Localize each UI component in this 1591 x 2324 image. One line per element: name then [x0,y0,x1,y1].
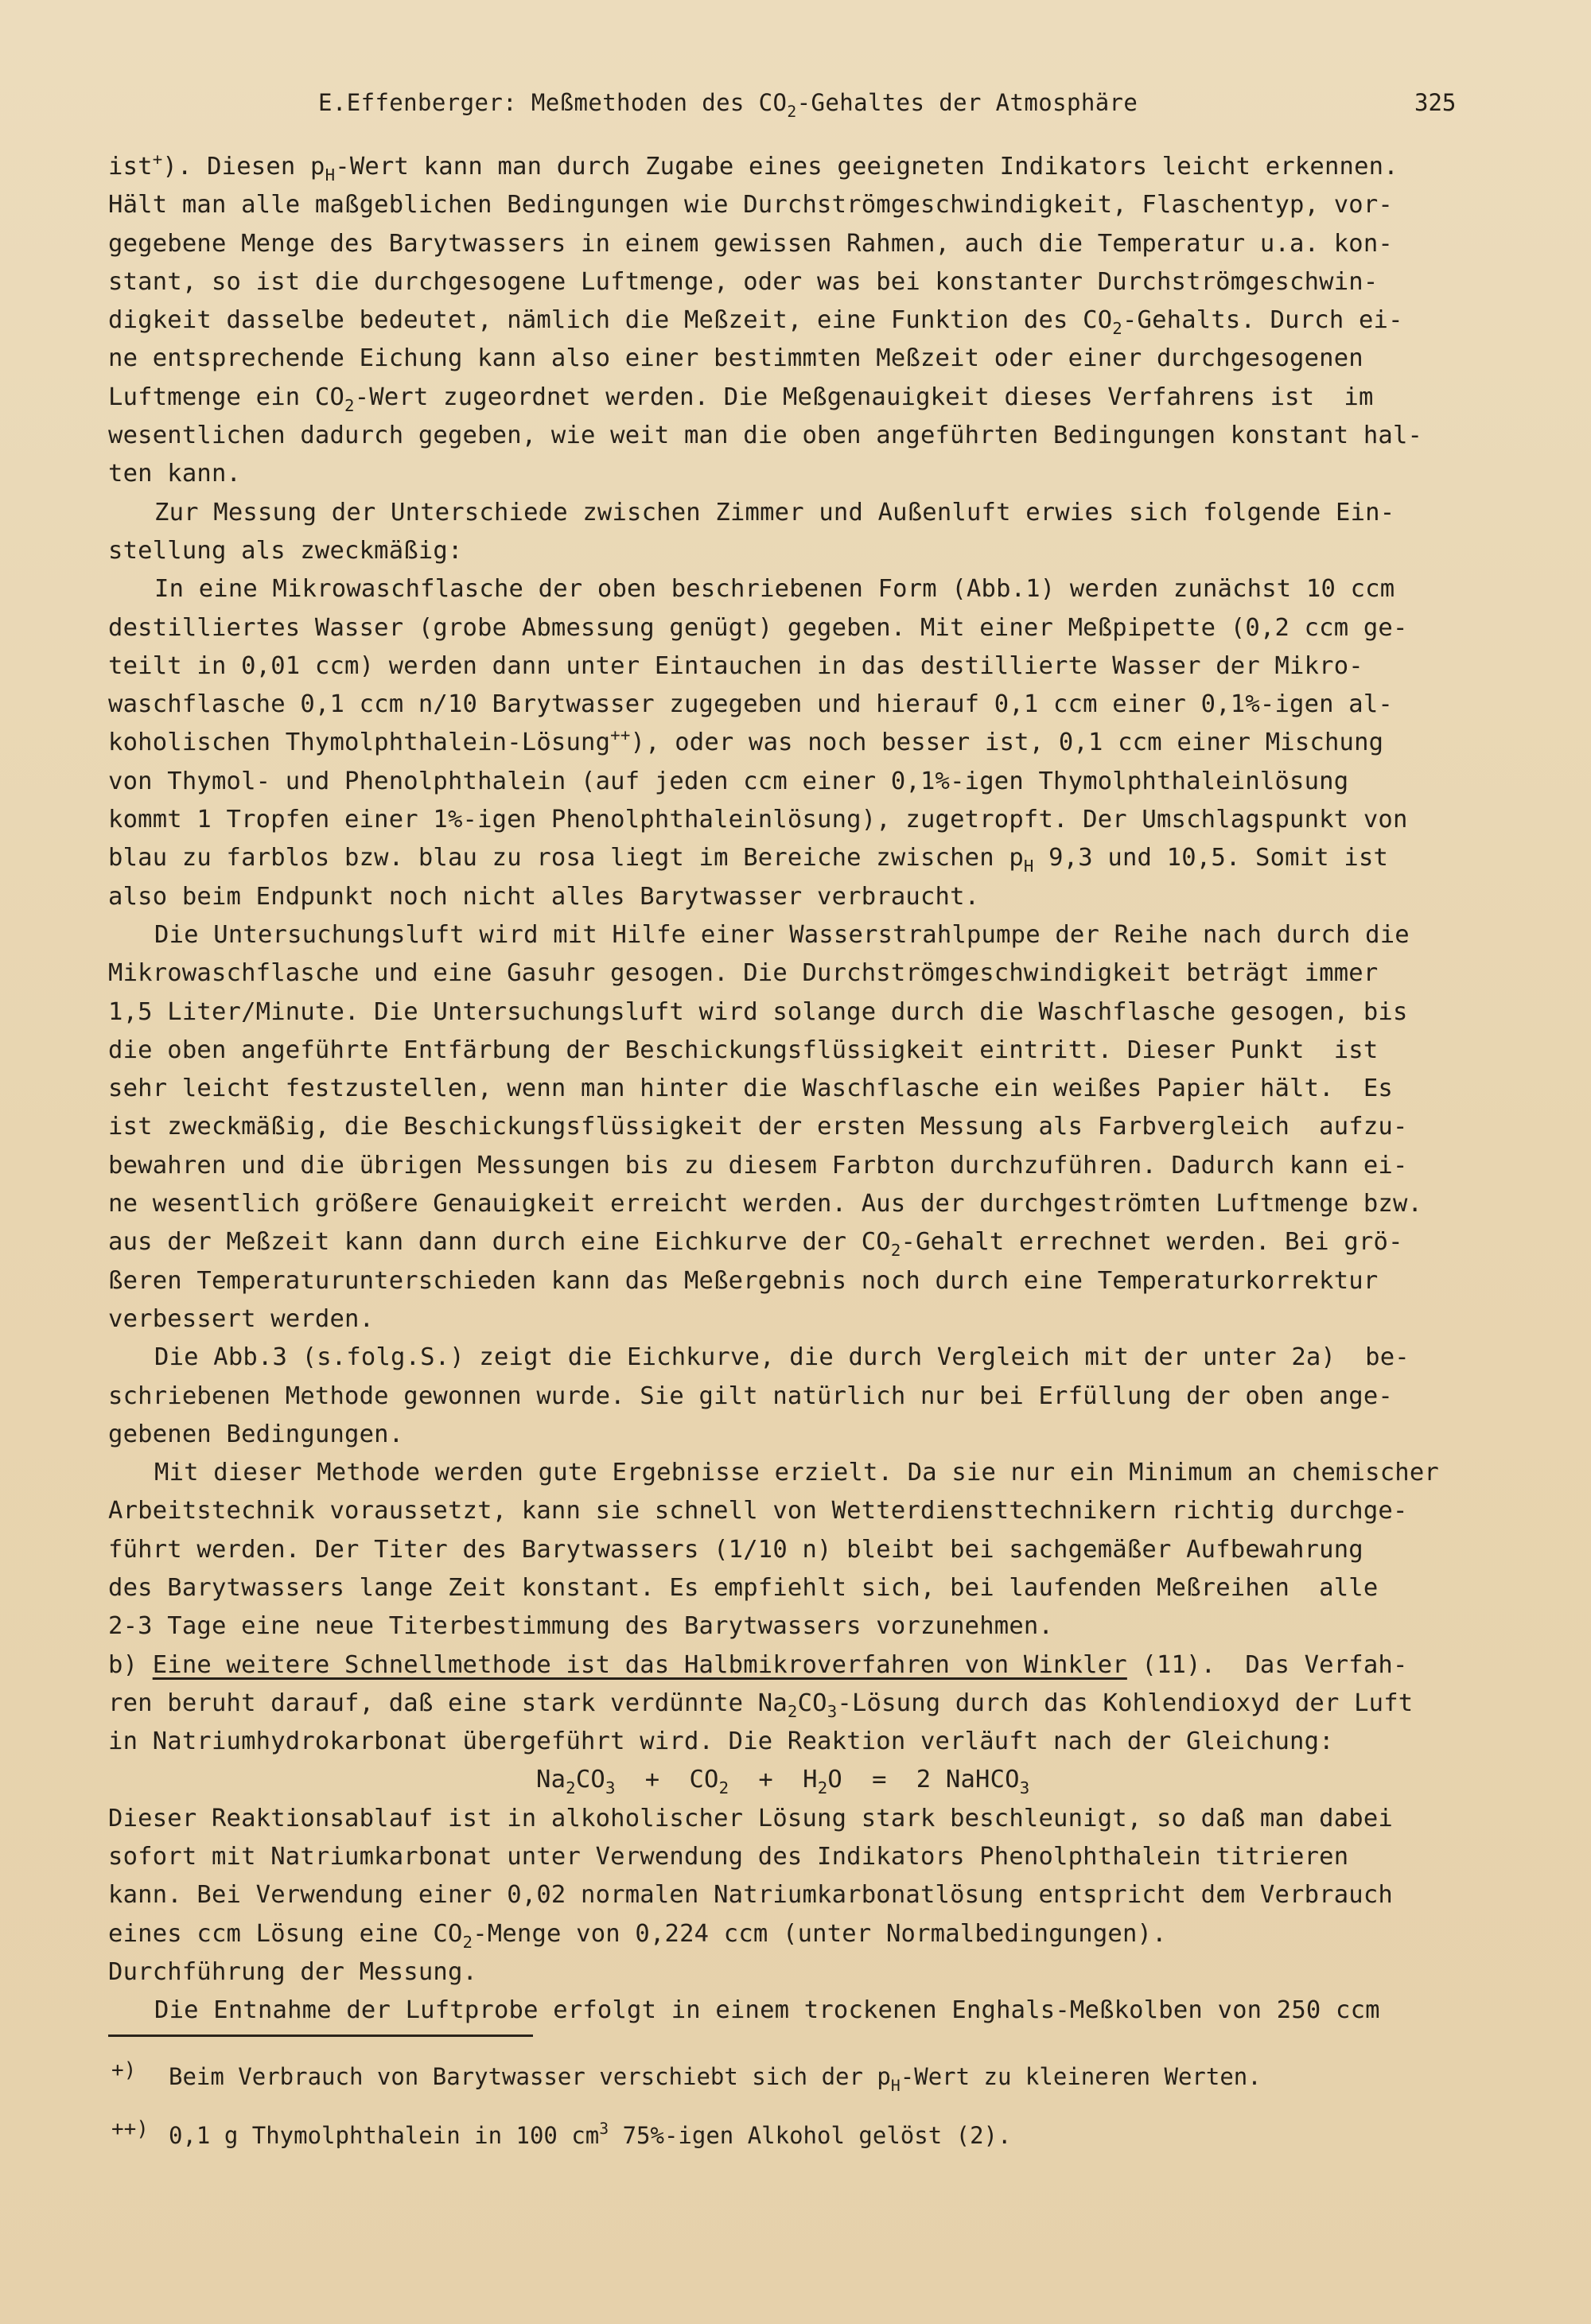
text-line: In eine Mikrowaschflasche der oben beschriebenen Form (Abb.1) werden zunächst 10 ccm [154,575,1395,604]
text-line: ne wesentlich größere Genauigkeit erreicht werden. Aus der durchgeströmten Luftmenge bzw. [108,1190,1423,1218]
text-line: in Natriumhydrokarbonat übergeführt wird. Die Reaktion verläuft nach der Gleichung: [108,1727,1334,1756]
text-line: 2-3 Tage eine neue Titerbestimmung des Barytwassers vorzunehmen. [108,1612,1054,1641]
page-number: 325 [1414,89,1457,116]
footnote-text: Beim Verbrauch von Barytwasser verschiebt sich der $p_H$-Wert zu kleineren Werten. [169,2063,1262,2095]
text-line: Mit dieser Methode werden gute Ergebnisse erzielt. Da sie nur ein Minimum an chemischer [154,1459,1439,1487]
text-line: 1,5 Liter/Minute. Die Untersuchungsluft wird solange durch die Waschflasche gesogen, bis [108,997,1408,1026]
text-line: sofort mit Natriumkarbonat unter Verwendung des Indikators Phenolphthalein titrieren [108,1843,1349,1871]
text-line: kann. Bei Verwendung einer 0,02 normalen Natriumkarbonatlösung entspricht dem Verbrauch [108,1881,1393,1910]
text-line: eines ccm Lösung eine $CO_2$-Menge von 0,224 ccm (unter Normalbedingungen). [108,1919,1167,1952]
footnote-text: 0,1 g Thymolphthalein in 100 $cm^3$ 75%-igen Alkohol gelöst (2). [169,2120,1012,2149]
footnote [111,2103,1511,2162]
text-line: stant, so ist die durchgesogene Luftmenge, oder was bei konstanter Durchströmgeschwin- [108,267,1379,296]
footnote-mark: ++) [111,2117,149,2141]
text-line: ten kann. [108,460,242,488]
section-b-heading: Eine weitere Schnellmethode ist das Halbmikroverfahren von Winkler [152,1650,1127,1679]
text-line: schriebenen Methode gewonnen wurde. Sie gilt natürlich nur bei Erfüllung der oben ange- [108,1382,1393,1410]
text-line: Die Untersuchungsluft wird mit Hilfe einer Wasserstrahlpumpe der Reihe nach durch die [154,920,1410,949]
text-line: digkeit dasselbe bedeutet, nämlich die Meßzeit, eine Funktion des $CO_2$-Gehalts. Durch ei- [108,306,1403,339]
running-header: E.Effenberger: Meßmethoden des $CO_2$-Gehaltes der Atmosphäre [318,89,1138,121]
text-line: ßeren Temperaturunterschieden kann das Meßergebnis noch durch eine Temperaturkorrektur [108,1266,1379,1295]
section-b-line [108,1646,1508,1685]
text-line: von Thymol- und Phenolphthalein (auf jeden ccm einer 0,1%-igen Thymolphthaleinlösung [108,767,1349,795]
section-b-label: b) [108,1650,153,1679]
text-line: Die Abb.3 (s.folg.S.) zeigt die Eichkurve, die durch Vergleich mit der unter 2a) be- [154,1343,1410,1372]
text-line: Mikrowaschflasche und eine Gasuhr gesogen. Die Durchströmgeschwindigkeit beträgt immer [108,959,1379,988]
subheading: Durchführung der Messung. [108,1957,478,1986]
text-line: Hält man alle maßgeblichen Bedingungen wie Durchströmgeschwindigkeit, Flaschentyp, vor- [108,191,1393,220]
text-line: Arbeitstechnik voraussetzt, kann sie schnell von Wetterdiensttechnikern richtig durchge- [108,1497,1408,1525]
text-line: Luftmenge ein $CO_2$-Wert zugeordnet werden. Die Meßgenauigkeit dieses Verfahrens ist im [108,383,1374,415]
text-line: destilliertes Wasser (grobe Abmessung genügt) gegeben. Mit einer Meßpipette (0,2 ccm ge- [108,613,1408,642]
text-line: blau zu farblos bzw. blau zu rosa liegt im Bereiche zwischen $p_H$ 9,3 und 10,5. Somit ist [108,844,1389,876]
text-line: teilt in 0,01 ccm) werden dann unter Eintauchen in das destillierte Wasser der Mikro- [108,651,1363,680]
text-line: sehr leicht festzustellen, wenn man hinter die Waschflasche ein weißes Papier hält. Es [108,1075,1393,1103]
text-line: ren beruht darauf, daß eine stark verdünnte $Na_2CO_3$-Lösung durch das Kohlendioxyd der Luft [108,1689,1414,1721]
footnote [111,2044,1511,2103]
text-line: bewahren und die übrigen Messungen bis zu diesem Farbton durchzuführen. Dadurch kann ei- [108,1151,1408,1179]
footnote-divider [108,2034,533,2037]
text-line: des Barytwassers lange Zeit konstant. Es empfiehlt sich, bei laufenden Meßreihen alle [108,1573,1379,1602]
text-line: ist+). Diesen $p_H$-Wert kann man durch Zugabe eines geeigneten Indikators leicht erkennen. [108,150,1398,185]
text-line: ist zweckmäßig, die Beschickungsflüssigkeit der ersten Messung als Farbvergleich aufzu- [108,1113,1408,1141]
text-line: Zur Messung der Unterschiede zwischen Zimmer und Außenluft erwies sich folgende Ein- [154,498,1395,527]
chemical-equation: $Na_2CO_3 + CO_2 + H_2O = 2$ NaHCO$_3$ [536,1766,1030,1798]
text-line: koholischen Thymolphthalein-Lösung++), oder was noch besser ist, 0,1 ccm einer Mischung [108,725,1384,757]
section-b-rest: (11). Das Verfah- [1126,1650,1408,1679]
text-line: gebenen Bedingungen. [108,1420,404,1448]
text-line: aus der Meßzeit kann dann durch eine Eichkurve der $CO_2$-Gehalt errechnet werden. Bei grö- [108,1228,1403,1261]
text-line: ne entsprechende Eichung kann also einer bestimmten Meßzeit oder einer durchgesogenen [108,344,1363,373]
text-line: gegebene Menge des Barytwassers in einem gewissen Rahmen, auch die Temperatur u.a. kon- [108,229,1393,258]
text-line: wesentlichen dadurch gegeben, wie weit man die oben angeführten Bedingungen konstant hal- [108,422,1423,450]
footnote-mark: +) [111,2058,137,2082]
body-text [108,148,1508,2031]
text-line: die oben angeführte Entfärbung der Beschickungsflüssigkeit eintritt. Dieser Punkt ist [108,1036,1379,1064]
text-line: führt werden. Der Titer des Barytwassers (1/10 n) bleibt bei sachgemäßer Aufbewahrung [108,1535,1363,1564]
text-line: stellung als zweckmäßig: [108,536,463,565]
text-line: Dieser Reaktionsablauf ist in alkoholischer Lösung stark beschleunigt, so daß man dabei [108,1804,1393,1832]
footnotes [111,2044,1511,2162]
text-line: also beim Endpunkt noch nicht alles Barytwasser verbraucht. [108,882,980,911]
text-line: kommt 1 Tropfen einer 1%-igen Phenolphthaleinlösung), zugetropft. Der Umschlagspunkt von [108,806,1408,834]
text-line: Die Entnahme der Luftprobe erfolgt in einem trockenen Enghals-Meßkolben von 250 ccm [154,1996,1380,2025]
text-line: waschflasche 0,1 ccm n/10 Barytwasser zugegeben und hierauf 0,1 ccm einer 0,1%-igen al- [108,690,1393,719]
text-line: verbessert werden. [108,1304,375,1333]
